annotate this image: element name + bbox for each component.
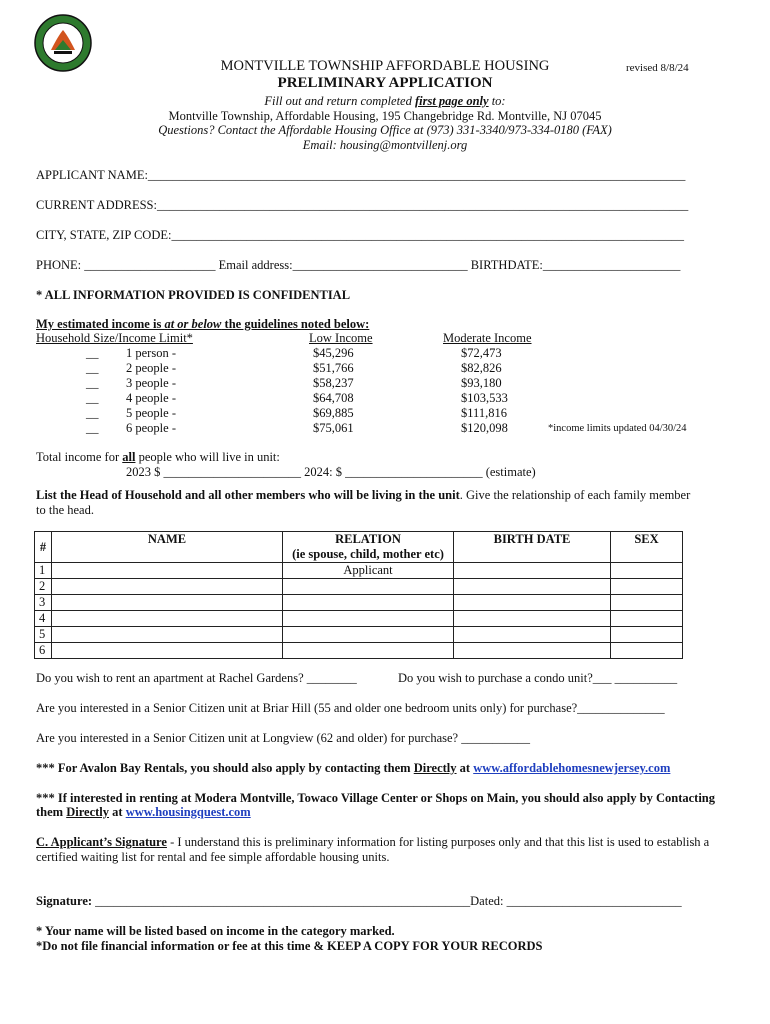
- birth-date-cell[interactable]: [454, 627, 611, 643]
- modera-notice: *** If interested in renting at Modera Montville, Towaco Village Center or Shops on Main, you should also apply by Contacting: [36, 791, 715, 805]
- briar-hill-question[interactable]: Are you interested in a Senior Citizen unit at Briar Hill (55 and older one bedroom units only) for purchase?______________: [36, 701, 665, 715]
- member-name-cell[interactable]: [52, 627, 283, 643]
- member-name-cell[interactable]: [52, 611, 283, 627]
- col-relation-header: RELATION (ie spouse, child, mother etc): [283, 532, 454, 563]
- revised-date: revised 8/8/24: [626, 62, 689, 74]
- relation-cell[interactable]: [283, 595, 454, 611]
- relation-cell[interactable]: [283, 643, 454, 659]
- sex-cell[interactable]: [611, 611, 683, 627]
- moderate-income-limit: $111,816: [461, 406, 507, 420]
- footer-note-1: * Your name will be listed based on income in the category marked.: [36, 924, 395, 938]
- moderate-income-limit: $103,533: [461, 391, 508, 405]
- household-size-label: 6 people -: [126, 421, 176, 435]
- low-income-limit: $69,885: [313, 406, 354, 420]
- col-name-header: NAME: [52, 532, 283, 563]
- signature-section-text: C. Applicant’s Signature - I understand this is preliminary information for listing purposes only and that this list is used to establish a: [36, 835, 710, 849]
- sex-cell[interactable]: [611, 643, 683, 659]
- income-checkbox-blank[interactable]: __: [86, 361, 99, 375]
- row-number: 6: [35, 643, 52, 659]
- income-checkbox-blank[interactable]: __: [86, 406, 99, 420]
- document-subtitle: PRELIMINARY APPLICATION: [277, 75, 493, 91]
- total-income-label: Total income for all people who will live in unit:: [36, 450, 280, 464]
- member-name-cell[interactable]: [52, 563, 283, 579]
- income-checkbox-blank[interactable]: __: [86, 421, 99, 435]
- household-members-table: [34, 531, 683, 659]
- household-size-label: 2 people -: [126, 361, 176, 375]
- confidential-notice: * ALL INFORMATION PROVIDED IS CONFIDENTIAL: [36, 288, 351, 302]
- member-name-cell[interactable]: [52, 579, 283, 595]
- modera-notice-line2: them Directly at www.housingquest.com: [36, 805, 251, 819]
- table-row: [35, 611, 683, 627]
- fill-out-instructions: Fill out and return completed first page only to:: [264, 94, 506, 108]
- mailing-address: Montville Township, Affordable Housing, 195 Changebridge Rd. Montville, NJ 07045: [168, 109, 602, 123]
- relation-cell[interactable]: [283, 611, 454, 627]
- sex-cell[interactable]: [611, 563, 683, 579]
- col-number-header: #: [35, 532, 52, 563]
- row-number: 4: [35, 611, 52, 627]
- birth-date-cell[interactable]: [454, 563, 611, 579]
- relation-cell[interactable]: Applicant: [283, 563, 454, 579]
- moderate-income-header: Moderate Income: [443, 331, 532, 345]
- current-address-field[interactable]: CURRENT ADDRESS:_____________________________________________________________________________________: [36, 198, 689, 212]
- birth-date-cell[interactable]: [454, 611, 611, 627]
- low-income-limit: $64,708: [313, 391, 354, 405]
- birth-date-cell[interactable]: [454, 595, 611, 611]
- city-state-zip-field[interactable]: CITY, STATE, ZIP CODE:__________________________________________________________________________________: [36, 228, 684, 242]
- low-income-limit: $75,061: [313, 421, 354, 435]
- low-income-limit: $45,296: [313, 346, 354, 360]
- income-checkbox-blank[interactable]: __: [86, 391, 99, 405]
- income-checkbox-blank[interactable]: __: [86, 376, 99, 390]
- low-income-limit: $58,237: [313, 376, 354, 390]
- signature-section-text-line2: certified waiting list for rental and fee simple affordable housing units.: [36, 850, 390, 864]
- housingquest-link[interactable]: www.housingquest.com: [125, 805, 251, 819]
- household-size-label: 3 people -: [126, 376, 176, 390]
- col-sex-header: SEX: [611, 532, 683, 563]
- low-income-limit: $51,766: [313, 361, 354, 375]
- row-number: 2: [35, 579, 52, 595]
- avalon-link[interactable]: www.affordablehomesnewjersey.com: [473, 761, 671, 775]
- avalon-bay-notice: *** For Avalon Bay Rentals, you should also apply by contacting them Directly at www.affordablehomesnewjersey.com: [36, 761, 671, 775]
- birth-date-cell[interactable]: [454, 643, 611, 659]
- low-income-header: Low Income: [309, 331, 373, 345]
- moderate-income-limit: $93,180: [461, 376, 502, 390]
- relation-cell[interactable]: [283, 627, 454, 643]
- household-size-header: Household Size/Income Limit*: [36, 331, 193, 345]
- household-instructions-line2: to the head.: [36, 503, 94, 517]
- signature-dated-field[interactable]: Signature: ____________________________________________________________Dated: ____________________________: [36, 894, 682, 908]
- table-row: [35, 579, 683, 595]
- applicant-name-field[interactable]: APPLICANT NAME:______________________________________________________________________________________: [36, 168, 686, 182]
- moderate-income-limit: $120,098: [461, 421, 508, 435]
- sex-cell[interactable]: [611, 595, 683, 611]
- contact-questions: Questions? Contact the Affordable Housing Office at (973) 331-3340/973-334-0180 (FAX): [158, 123, 612, 137]
- total-income-fields[interactable]: 2023 $ ______________________ 2024: $ ______________________ (estimate): [126, 465, 536, 479]
- row-number: 5: [35, 627, 52, 643]
- table-row: [35, 595, 683, 611]
- phone-email-birthdate-fields[interactable]: PHONE: _____________________ Email address:____________________________ BIRTHDATE:______________________: [36, 258, 681, 272]
- moderate-income-limit: $72,473: [461, 346, 502, 360]
- row-number: 1: [35, 563, 52, 579]
- sex-cell[interactable]: [611, 627, 683, 643]
- footer-note-2: *Do not file financial information or fee at this time & KEEP A COPY FOR YOUR RECORDS: [36, 939, 543, 953]
- birth-date-cell[interactable]: [454, 579, 611, 595]
- row-number: 3: [35, 595, 52, 611]
- household-size-label: 5 people -: [126, 406, 176, 420]
- income-checkbox-blank[interactable]: __: [86, 346, 99, 360]
- table-row: [35, 563, 683, 579]
- member-name-cell[interactable]: [52, 643, 283, 659]
- longview-question[interactable]: Are you interested in a Senior Citizen unit at Longview (62 and older) for purchase? ___________: [36, 731, 530, 745]
- rachel-gardens-question[interactable]: Do you wish to rent an apartment at Rachel Gardens? ________: [36, 671, 357, 685]
- household-size-label: 1 person -: [126, 346, 176, 360]
- sex-cell[interactable]: [611, 579, 683, 595]
- income-heading: My estimated income is at or below the guidelines noted below:: [36, 317, 370, 331]
- table-row: [35, 627, 683, 643]
- table-header-row: [35, 532, 683, 563]
- household-instructions: List the Head of Household and all other members who will be living in the unit. Give the relationship of each family member: [36, 488, 691, 502]
- income-limits-note: *income limits updated 04/30/24: [548, 423, 687, 434]
- table-row: [35, 643, 683, 659]
- relation-cell[interactable]: [283, 579, 454, 595]
- condo-question[interactable]: Do you wish to purchase a condo unit?___ __________: [398, 671, 678, 685]
- household-size-label: 4 people -: [126, 391, 176, 405]
- contact-email: Email: housing@montvillenj.org: [302, 138, 468, 152]
- moderate-income-limit: $82,826: [461, 361, 502, 375]
- member-name-cell[interactable]: [52, 595, 283, 611]
- document-title: MONTVILLE TOWNSHIP AFFORDABLE HOUSING: [220, 58, 550, 74]
- col-birth-date-header: BIRTH DATE: [454, 532, 611, 563]
